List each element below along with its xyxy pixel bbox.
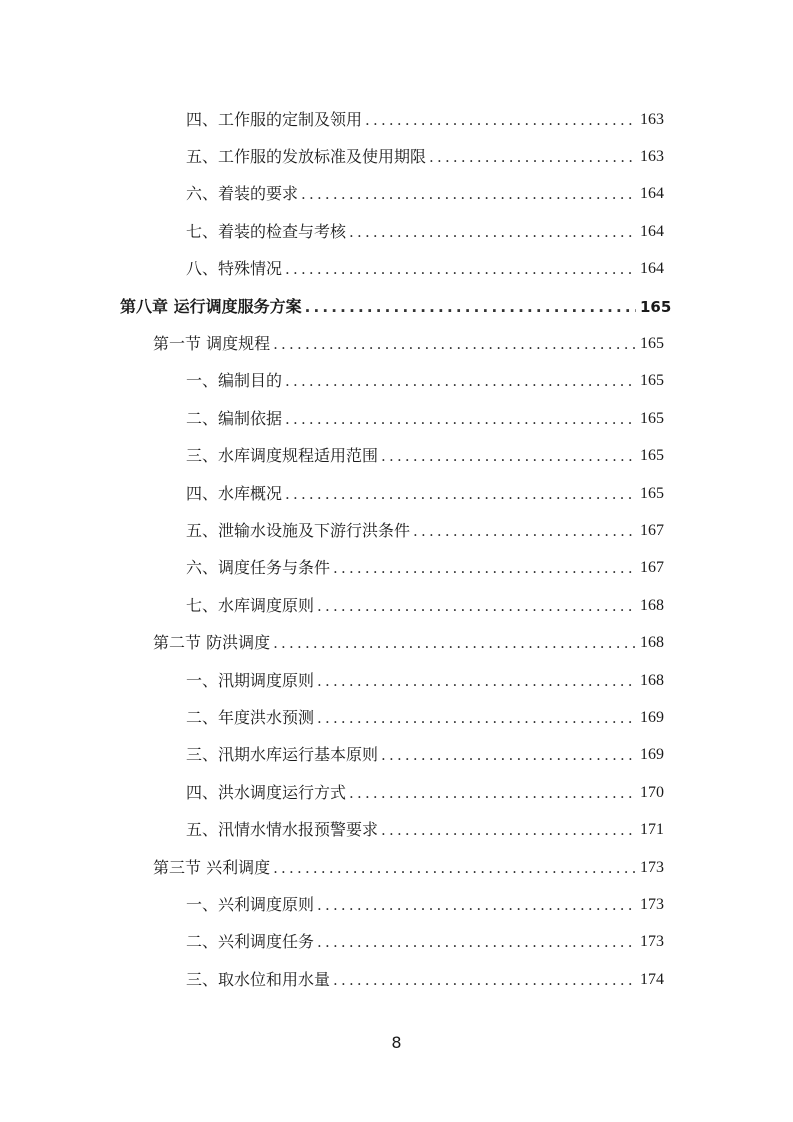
toc-entry-title: 二、年度洪水预测 [186, 707, 315, 727]
toc-entry-page: 165 [640, 297, 672, 316]
toc-entry-page: 164 [640, 260, 664, 278]
toc-entry-title: 第二节 防洪调度 [153, 633, 271, 653]
toc-chapter-entry[interactable] [0, 288, 793, 325]
toc-entry[interactable] [0, 138, 793, 175]
toc-leader-dots [285, 371, 636, 391]
toc-leader-dots [429, 147, 636, 167]
toc-entry-title: 三、汛期水库运行基本原则 [186, 745, 379, 765]
toc-entry-title: 七、水库调度原则 [186, 595, 315, 615]
toc-entry-page: 163 [640, 110, 664, 128]
toc-leader-dots [333, 970, 636, 990]
toc-entry-title: 三、水库调度规程适用范围 [186, 446, 379, 466]
page-number: 8 [391, 1033, 402, 1052]
toc-entry[interactable] [0, 774, 793, 811]
toc-entry-page: 169 [640, 746, 664, 764]
toc-entry[interactable] [0, 251, 793, 288]
toc-leader-dots [305, 297, 636, 317]
toc-leader-dots [413, 521, 636, 541]
toc-entry-page: 169 [640, 708, 664, 726]
toc-entry-title: 二、编制依据 [186, 408, 283, 428]
toc-entry[interactable] [0, 363, 793, 400]
toc-entry-page: 164 [640, 222, 664, 240]
toc-entry[interactable] [0, 886, 793, 923]
toc-entry-title: 七、着装的检查与考核 [186, 221, 347, 241]
toc-entry-title: 六、着装的要求 [186, 184, 299, 204]
toc-entry[interactable] [0, 400, 793, 437]
toc-leader-dots [381, 446, 636, 466]
toc-entry-title: 四、洪水调度运行方式 [186, 782, 347, 802]
toc-entry-title: 八、特殊情况 [186, 259, 283, 279]
toc-entry-title: 第八章 运行调度服务方案 [120, 296, 302, 316]
toc-section-entry[interactable] [0, 624, 793, 661]
toc-entry-page: 163 [640, 148, 664, 166]
toc-entry-page: 173 [640, 858, 664, 876]
toc-leader-dots [273, 633, 636, 653]
toc-leader-dots [317, 596, 636, 616]
toc-leader-dots [301, 184, 636, 204]
toc-entry-title: 四、工作服的定制及领用 [186, 109, 363, 129]
toc-entry[interactable] [0, 699, 793, 736]
toc-entry[interactable] [0, 811, 793, 848]
toc-entry-title: 二、兴利调度任务 [186, 932, 315, 952]
toc-section-entry[interactable] [0, 849, 793, 886]
toc-entry-title: 五、泄输水设施及下游行洪条件 [186, 520, 411, 540]
toc-leader-dots [317, 895, 636, 915]
toc-entry-page: 168 [640, 671, 664, 689]
toc-entry-page: 171 [640, 821, 664, 839]
toc-entry[interactable] [0, 475, 793, 512]
toc-entry-title: 五、汛情水情水报预警要求 [186, 820, 379, 840]
toc-leader-dots [317, 932, 636, 952]
toc-entry[interactable] [0, 176, 793, 213]
toc-entry[interactable] [0, 961, 793, 998]
toc-entry[interactable] [0, 512, 793, 549]
toc-entry-title: 四、水库概况 [186, 483, 283, 503]
toc-entry[interactable] [0, 550, 793, 587]
toc-entry-title: 三、取水位和用水量 [186, 969, 331, 989]
toc-leader-dots [273, 334, 636, 354]
toc-leader-dots [317, 671, 636, 691]
toc-entry-page: 165 [640, 447, 664, 465]
toc-entry[interactable] [0, 737, 793, 774]
toc-leader-dots [381, 820, 636, 840]
toc-entry[interactable] [0, 101, 793, 138]
toc-leader-dots [273, 858, 636, 878]
toc-leader-dots [285, 259, 636, 279]
toc-entry-title: 一、编制目的 [186, 371, 283, 391]
toc-leader-dots [333, 558, 636, 578]
toc-entry-page: 165 [640, 484, 664, 502]
toc-entry-page: 168 [640, 596, 664, 614]
toc-leader-dots [349, 222, 636, 242]
table-of-contents [0, 101, 793, 998]
toc-entry-page: 165 [640, 409, 664, 427]
toc-entry-title: 一、兴利调度原则 [186, 894, 315, 914]
toc-entry[interactable] [0, 438, 793, 475]
toc-entry-page: 167 [640, 559, 664, 577]
toc-entry-page: 164 [640, 185, 664, 203]
toc-entry-page: 168 [640, 634, 664, 652]
toc-entry[interactable] [0, 924, 793, 961]
toc-entry[interactable] [0, 662, 793, 699]
toc-entry-page: 165 [640, 372, 664, 390]
toc-leader-dots [285, 484, 636, 504]
toc-leader-dots [317, 708, 636, 728]
toc-leader-dots [349, 783, 636, 803]
toc-entry-page: 173 [640, 895, 664, 913]
toc-section-entry[interactable] [0, 325, 793, 362]
toc-entry-page: 165 [640, 335, 664, 353]
toc-leader-dots [365, 110, 636, 130]
toc-entry-page: 173 [640, 933, 664, 951]
toc-leader-dots [285, 409, 636, 429]
toc-leader-dots [381, 745, 636, 765]
toc-entry-page: 170 [640, 783, 664, 801]
toc-entry-page: 167 [640, 521, 664, 539]
toc-entry-title: 第一节 调度规程 [153, 334, 271, 354]
toc-entry-title: 一、汛期调度原则 [186, 670, 315, 690]
toc-entry[interactable] [0, 587, 793, 624]
toc-entry-title: 六、调度任务与条件 [186, 558, 331, 578]
toc-entry-title: 第三节 兴利调度 [153, 857, 271, 877]
toc-entry-title: 五、工作服的发放标准及使用期限 [186, 147, 427, 167]
toc-entry-page: 174 [640, 970, 664, 988]
toc-entry[interactable] [0, 213, 793, 250]
